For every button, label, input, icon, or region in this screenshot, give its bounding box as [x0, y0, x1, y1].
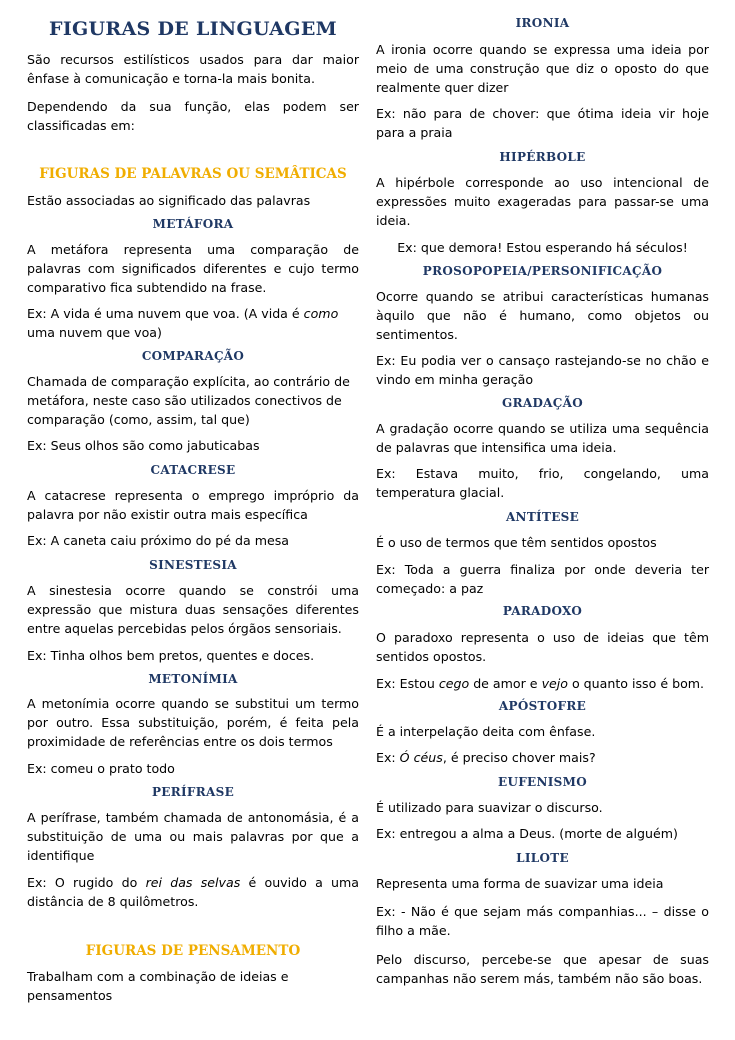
- heading-apostrofe: APÓSTOFRE: [498, 699, 587, 713]
- example-eufenismo: Ex: entregou a alma a Deus. (morte de alguém): [376, 826, 678, 841]
- heading-sinestesia: SINESTESIA: [149, 558, 237, 572]
- desc-apostrofe: É a interpelação deita com ênfase.: [376, 724, 596, 739]
- section-desc-pensamento: Trabalham com a combinação de ideias e pensamentos: [27, 969, 289, 1003]
- example-metonimia: Ex: comeu o prato todo: [27, 761, 175, 776]
- desc-gradacao: A gradação ocorre quando se utiliza uma sequência de palavras que intensifica uma ideia.: [376, 421, 709, 455]
- example-comparacao: Ex: Seus olhos são como jabuticabas: [27, 438, 260, 453]
- desc-lilote: Representa uma forma de suavizar uma ideia: [376, 876, 664, 891]
- example-paradoxo: Ex: Estou cego de amor e vejo o quanto isso é bom.: [376, 676, 705, 691]
- example-lilote: Ex: - Não é que sejam más companhias... – disse o filho a mãe.: [376, 904, 709, 938]
- heading-gradacao: GRADAÇÃO: [502, 396, 583, 410]
- intro-paragraph-2: Dependendo da sua função, elas podem ser classificadas em:: [27, 99, 359, 133]
- example-sinestesia: Ex: Tinha olhos bem pretos, quentes e doces.: [27, 648, 315, 663]
- desc-metonimia: A metonímia ocorre quando se substitui um termo por outro. Essa substituição, porém, é feita pela proximidade de referências entre os dois termos: [27, 696, 359, 749]
- section-desc-semanticas: Estão associadas ao significado das palavras: [27, 193, 311, 208]
- example-perifrase: Ex: O rugido do rei das selvas é ouvido a uma distância de 8 quilômetros.: [27, 875, 359, 909]
- desc-paradoxo: O paradoxo representa o uso de ideias que têm sentidos opostos.: [376, 630, 709, 664]
- extra-lilote: Pelo discurso, percebe-se que apesar de suas campanhas não serem más, também não são boas.: [376, 952, 709, 986]
- heading-ironia: IRONIA: [515, 16, 570, 30]
- desc-sinestesia: A sinestesia ocorre quando se constrói uma expressão que mistura duas sensações diferentes entre aquelas percebidas pelos órgãos sensoriais.: [27, 583, 359, 636]
- desc-prosopopeia: Ocorre quando se atribui características humanas àquilo que não é humano, como objetos ou sentimentos.: [376, 289, 709, 342]
- heading-metonimia: METONÍMIA: [148, 672, 238, 686]
- page-title: FIGURAS DE LINGUAGEM: [49, 18, 337, 40]
- example-catacrese: Ex: A caneta caiu próximo do pé da mesa: [27, 533, 290, 548]
- example-prosopopeia: Ex: Eu podia ver o cansaço rastejando-se no chão e vindo em minha geração: [376, 353, 709, 387]
- example-apostrofe: Ex: Ó céus, é preciso chover mais?: [376, 750, 596, 765]
- desc-perifrase: A perífrase, também chamada de antonomásia, é a substituição de uma ou mais palavras por que a identifique: [27, 810, 359, 863]
- example-metafora: Ex: A vida é uma nuvem que voa. (A vida é como uma nuvem que voa): [27, 306, 339, 340]
- heading-antitese: ANTÍTESE: [505, 510, 580, 524]
- heading-comparacao: COMPARAÇÃO: [141, 349, 245, 363]
- desc-antitese: É o uso de termos que têm sentidos opostos: [376, 535, 657, 550]
- example-gradacao: Ex: Estava muito, frio, congelando, uma temperatura glacial.: [376, 466, 709, 500]
- example-ironia: Ex: não para de chover: que ótima ideia vir hoje para a praia: [376, 106, 709, 140]
- section-title-semanticas: FIGURAS DE PALAVRAS OU SEMÂTICAS: [39, 166, 347, 182]
- desc-eufenismo: É utilizado para suavizar o discurso.: [376, 800, 603, 815]
- intro-paragraph-1: São recursos estilísticos usados para dar maior ênfase à comunicação e torna-la mais bonita.: [27, 52, 359, 86]
- desc-comparacao: Chamada de comparação explícita, ao contrário de metáfora, neste caso são utilizados conectivos de comparação (como, assim, tal que): [27, 374, 350, 427]
- desc-metafora: A metáfora representa uma comparação de palavras com significados diferentes e cujo termo comparativo fica subtendido na frase.: [27, 242, 359, 295]
- heading-catacrese: CATACRESE: [150, 463, 236, 477]
- heading-hiperbole: HIPÉRBOLE: [499, 150, 586, 164]
- heading-prosopopeia: PROSOPOPEIA/PERSONIFICAÇÃO: [422, 264, 663, 278]
- heading-eufenismo: EUFENISMO: [498, 775, 587, 789]
- heading-paradoxo: PARADOXO: [502, 604, 583, 618]
- desc-hiperbole: A hipérbole corresponde ao uso intencional de expressões muito exageradas para passar-se uma ideia.: [376, 175, 709, 228]
- heading-lilote: LILOTE: [516, 851, 569, 865]
- heading-metafora: METÁFORA: [152, 217, 234, 231]
- example-antitese: Ex: Toda a guerra finaliza por onde deveria ter começado: a paz: [376, 562, 709, 596]
- section-title-pensamento: FIGURAS DE PENSAMENTO: [85, 943, 301, 959]
- example-hiperbole: Ex: que demora! Estou esperando há séculos!: [397, 240, 688, 255]
- heading-perifrase: PERÍFRASE: [151, 785, 235, 799]
- desc-ironia: A ironia ocorre quando se expressa uma ideia por meio de uma construção que diz o oposto do que realmente quer dizer: [376, 42, 709, 95]
- desc-catacrese: A catacrese representa o emprego impróprio da palavra por não existir outra mais específica: [27, 488, 359, 522]
